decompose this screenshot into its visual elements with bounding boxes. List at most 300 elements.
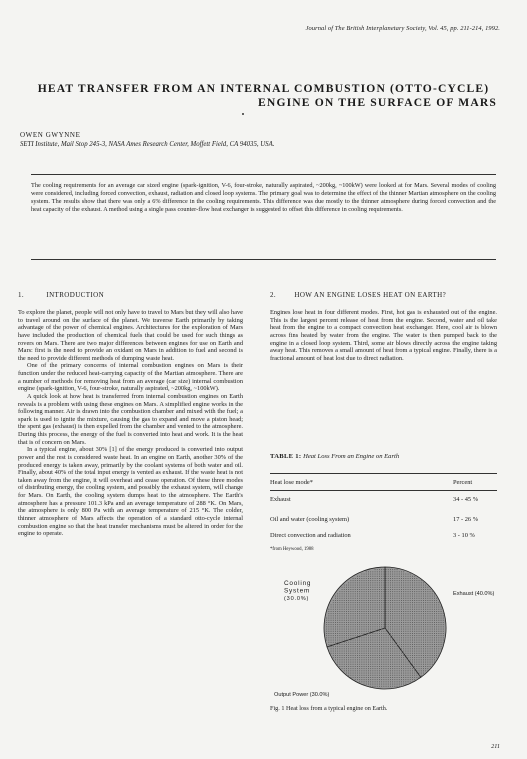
pie-texture-dot <box>383 602 384 603</box>
pie-texture-dot <box>427 653 428 654</box>
pie-texture-dot <box>359 622 360 623</box>
pie-texture-dot <box>390 591 391 592</box>
pie-texture-dot <box>348 598 349 599</box>
pie-texture-dot <box>346 640 347 641</box>
pie-texture-dot <box>403 613 404 614</box>
pie-texture-dot <box>399 675 400 676</box>
pie-texture-dot <box>366 675 367 676</box>
pie-texture-dot <box>339 662 340 663</box>
pie-texture-dot <box>403 593 404 594</box>
pie-texture-dot <box>359 600 360 601</box>
pie-texture-dot <box>333 642 334 643</box>
pie-texture-dot <box>370 620 371 621</box>
pie-texture-dot <box>410 607 411 608</box>
pie-texture-dot <box>423 668 424 669</box>
pie-texture-dot <box>410 596 411 597</box>
pie-texture-dot <box>397 582 398 583</box>
pie-texture-dot <box>401 633 402 634</box>
pie-texture-dot <box>372 591 373 592</box>
pie-texture-dot <box>370 646 371 647</box>
pie-texture-dot <box>410 646 411 647</box>
pie-texture-dot <box>423 635 424 636</box>
pie-texture-dot <box>359 640 360 641</box>
pie-texture-dot <box>425 622 426 623</box>
pie-texture-dot <box>399 609 400 610</box>
pie-texture-dot <box>339 615 340 616</box>
table1-header-row <box>270 479 497 486</box>
pie-texture-dot <box>383 653 384 654</box>
pie-texture-dot <box>414 635 415 636</box>
pie-texture-dot <box>412 589 413 590</box>
pie-texture-dot <box>419 653 420 654</box>
pie-texture-dot <box>421 611 422 612</box>
pie-texture-dot <box>414 637 415 638</box>
pie-texture-dot <box>412 666 413 667</box>
pie-texture-dot <box>364 657 365 658</box>
pie-texture-dot <box>430 644 431 645</box>
pie-texture-dot <box>344 655 345 656</box>
pie-texture-dot <box>388 686 389 687</box>
pie-texture-dot <box>381 642 382 643</box>
pie-texture-dot <box>377 684 378 685</box>
pie-texture-dot <box>383 626 384 627</box>
pie-texture-dot <box>399 640 400 641</box>
pie-texture-dot <box>392 681 393 682</box>
pie-texture-dot <box>388 602 389 603</box>
pie-texture-dot <box>434 604 435 605</box>
pie-texture-dot <box>355 618 356 619</box>
pie-texture-dot <box>401 662 402 663</box>
pie-texture-dot <box>370 681 371 682</box>
pie-texture-dot <box>427 589 428 590</box>
pie-texture-dot <box>357 580 358 581</box>
pie-texture-dot <box>399 653 400 654</box>
pie-texture-dot <box>353 631 354 632</box>
pie-texture-dot <box>405 615 406 616</box>
pie-texture-dot <box>416 615 417 616</box>
pie-texture-dot <box>421 580 422 581</box>
pie-texture-dot <box>390 662 391 663</box>
pie-texture-dot <box>339 651 340 652</box>
pie-texture-dot <box>353 580 354 581</box>
pie-texture-dot <box>441 644 442 645</box>
pie-texture-dot <box>331 615 332 616</box>
pie-texture-dot <box>368 609 369 610</box>
table1-row1-percent: 34 - 45 % <box>453 496 479 503</box>
pie-texture-dot <box>383 613 384 614</box>
pie-texture-dot <box>427 593 428 594</box>
pie-texture-dot <box>388 598 389 599</box>
pie-texture-dot <box>399 677 400 678</box>
pie-texture-dot <box>364 580 365 581</box>
pie-texture-dot <box>399 664 400 665</box>
pie-texture-dot <box>419 587 420 588</box>
pie-texture-dot <box>394 626 395 627</box>
pie-texture-dot <box>436 657 437 658</box>
pie-texture-dot <box>423 591 424 592</box>
pie-texture-dot <box>386 602 387 603</box>
pie-texture-dot <box>405 576 406 577</box>
pie-texture-dot <box>331 607 332 608</box>
pie-texture-dot <box>436 644 437 645</box>
pie-texture-dot <box>386 653 387 654</box>
pie-texture-dot <box>328 646 329 647</box>
pie-texture-dot <box>335 629 336 630</box>
pie-texture-dot <box>344 620 345 621</box>
pie-texture-dot <box>348 622 349 623</box>
pie-texture-dot <box>394 655 395 656</box>
pie-texture-dot <box>359 648 360 649</box>
pie-texture-dot <box>421 620 422 621</box>
pie-texture-dot <box>375 626 376 627</box>
pie-texture-dot <box>388 631 389 632</box>
pie-texture-dot <box>405 624 406 625</box>
pie-texture-dot <box>412 609 413 610</box>
pie-texture-dot <box>388 582 389 583</box>
pie-texture-dot <box>408 629 409 630</box>
pie-texture-dot <box>436 655 437 656</box>
pie-texture-dot <box>423 651 424 652</box>
pie-texture-dot <box>346 620 347 621</box>
pie-texture-dot <box>397 591 398 592</box>
pie-texture-dot <box>421 629 422 630</box>
pie-texture-dot <box>383 673 384 674</box>
pie-texture-dot <box>394 589 395 590</box>
pie-texture-dot <box>370 635 371 636</box>
pie-texture-dot <box>328 611 329 612</box>
pie-texture-dot <box>390 611 391 612</box>
pie-texture-dot <box>390 633 391 634</box>
pie-texture-dot <box>427 607 428 608</box>
pie-texture-dot <box>436 607 437 608</box>
pie-texture-dot <box>333 622 334 623</box>
pie-texture-dot <box>368 635 369 636</box>
pie-texture-dot <box>388 620 389 621</box>
pie-texture-dot <box>381 648 382 649</box>
pie-texture-dot <box>366 609 367 610</box>
pie-texture-dot <box>357 620 358 621</box>
pie-texture-dot <box>344 598 345 599</box>
pie-texture-dot <box>412 602 413 603</box>
pie-texture-dot <box>372 666 373 667</box>
pie-texture-dot <box>368 589 369 590</box>
pie-texture-dot <box>353 624 354 625</box>
pie-texture-dot <box>361 613 362 614</box>
pie-texture-dot <box>366 677 367 678</box>
pie-texture-dot <box>372 637 373 638</box>
pie-texture-dot <box>357 600 358 601</box>
pie-texture-dot <box>392 609 393 610</box>
pie-texture-dot <box>410 662 411 663</box>
pie-texture-dot <box>331 640 332 641</box>
pie-texture-dot <box>390 622 391 623</box>
pie-texture-dot <box>436 626 437 627</box>
pie-texture-dot <box>372 596 373 597</box>
pie-texture-dot <box>337 593 338 594</box>
pie-texture-dot <box>430 635 431 636</box>
pie-texture-dot <box>414 655 415 656</box>
pie-texture-dot <box>423 648 424 649</box>
pie-texture-dot <box>381 637 382 638</box>
pie-texture-dot <box>408 664 409 665</box>
intro-paragraph-4: In a typical engine, about 30% [1] of the energy produced is converted into output power and the rest is considered waste heat. In an engine on Earth, another 30% of the produced energy is taken away, primarily by the coolant systems of both water and oil. Finally, about 40% of the total input energy is vented as exhaust. If the waste heat is not taken away from the engine, it will overheat and cease operation. Of these three modes of distributing energy, the cooling system, and possibly the exhaust system, will change for Mars. On Earth, the cooling system dumps heat to the atmosphere. The Earth's atmosphere has a pressure 101.3 kPa and an average temperature of 288 °K. On Mars, the atmosphere is only 800 Pa with an average temperature of 215 °K. The colder, thinner atmosphere of Mars affects the operation of a standard otto-cycle internal combustion engine so that the heat transfer mechanisms must be altered in order for the engine to operate. <box>18 446 243 538</box>
pie-texture-dot <box>379 653 380 654</box>
pie-texture-dot <box>359 681 360 682</box>
pie-texture-dot <box>403 668 404 669</box>
pie-texture-dot <box>421 587 422 588</box>
pie-texture-dot <box>381 578 382 579</box>
pie-texture-dot <box>375 659 376 660</box>
pie-texture-dot <box>364 675 365 676</box>
pie-texture-dot <box>390 635 391 636</box>
pie-texture-dot <box>381 675 382 676</box>
pie-texture-dot <box>390 624 391 625</box>
pie-texture-dot <box>408 611 409 612</box>
pie-texture-dot <box>355 633 356 634</box>
pie-texture-dot <box>372 657 373 658</box>
pie-texture-dot <box>357 648 358 649</box>
pie-texture-dot <box>401 602 402 603</box>
pie-texture-dot <box>388 578 389 579</box>
pie-texture-dot <box>381 666 382 667</box>
pie-texture-dot <box>383 675 384 676</box>
pie-texture-dot <box>414 659 415 660</box>
pie-texture-dot <box>361 631 362 632</box>
pie-texture-dot <box>326 640 327 641</box>
pie-texture-dot <box>357 659 358 660</box>
pie-texture-dot <box>368 657 369 658</box>
pie-texture-dot <box>372 611 373 612</box>
pie-texture-dot <box>401 651 402 652</box>
pie-texture-dot <box>383 684 384 685</box>
pie-texture-dot <box>353 626 354 627</box>
pie-texture-dot <box>333 600 334 601</box>
pie-texture-dot <box>383 633 384 634</box>
pie-texture-dot <box>423 664 424 665</box>
pie-texture-dot <box>353 675 354 676</box>
pie-texture-dot <box>375 602 376 603</box>
pie-texture-dot <box>390 580 391 581</box>
pie-texture-dot <box>361 666 362 667</box>
pie-texture-dot <box>397 653 398 654</box>
pie-texture-dot <box>388 622 389 623</box>
pie-texture-dot <box>375 646 376 647</box>
pie-texture-dot <box>379 574 380 575</box>
pie-texture-dot <box>386 604 387 605</box>
pie-texture-dot <box>401 624 402 625</box>
pie-texture-dot <box>427 600 428 601</box>
pie-texture-dot <box>397 571 398 572</box>
pie-texture-dot <box>372 646 373 647</box>
pie-texture-dot <box>331 620 332 621</box>
pie-texture-dot <box>379 602 380 603</box>
pie-texture-dot <box>401 686 402 687</box>
pie-texture-dot <box>434 662 435 663</box>
pie-texture-dot <box>414 609 415 610</box>
pie-texture-dot <box>344 604 345 605</box>
pie-texture-dot <box>436 637 437 638</box>
pie-texture-dot <box>357 598 358 599</box>
pie-texture-dot <box>383 657 384 658</box>
pie-texture-dot <box>394 629 395 630</box>
pie-texture-dot <box>342 657 343 658</box>
pie-texture-dot <box>427 626 428 627</box>
pie-texture-dot <box>361 578 362 579</box>
section2-title: HOW AN ENGINE LOSES HEAT ON EARTH? <box>294 291 447 299</box>
pie-texture-dot <box>434 644 435 645</box>
pie-texture-dot <box>350 673 351 674</box>
pie-texture-dot <box>432 593 433 594</box>
pie-texture-dot <box>339 593 340 594</box>
pie-texture-dot <box>408 653 409 654</box>
pie-texture-dot <box>379 657 380 658</box>
pie-texture-dot <box>381 677 382 678</box>
pie-texture-dot <box>436 651 437 652</box>
pie-texture-dot <box>423 626 424 627</box>
pie-texture-dot <box>364 629 365 630</box>
pie-texture-dot <box>366 571 367 572</box>
pie-texture-dot <box>416 604 417 605</box>
pie-texture-dot <box>357 644 358 645</box>
pie-texture-dot <box>399 591 400 592</box>
pie-texture-dot <box>364 642 365 643</box>
pie-texture-dot <box>377 642 378 643</box>
pie-texture-dot <box>337 611 338 612</box>
pie-texture-dot <box>405 620 406 621</box>
pie-texture-dot <box>372 615 373 616</box>
pie-texture-dot <box>383 668 384 669</box>
pie-texture-dot <box>399 598 400 599</box>
pie-texture-dot <box>390 684 391 685</box>
pie-texture-dot <box>370 622 371 623</box>
pie-texture-dot <box>348 593 349 594</box>
pie-texture-dot <box>331 609 332 610</box>
pie-texture-dot <box>350 615 351 616</box>
intro-paragraph-1: To explore the planet, people will not only have to travel to Mars but they will also have to travel around on the surface of the planet. We traverse Earth primarily by taking advantage of the power of chemical engines. Architectures for the exploration of Mars have included the production of chemical fuels that could be used for such things as rovers on Mars. There are two major differences between engines for use on Earth and Mars: first is the need to provide an oxidant on Mars in addition to fuel and second is the need to provide different methods of dumping waste heat. <box>18 309 243 362</box>
pie-texture-dot <box>359 657 360 658</box>
pie-texture-dot <box>403 598 404 599</box>
pie-texture-dot <box>377 587 378 588</box>
pie-texture-dot <box>355 640 356 641</box>
pie-texture-dot <box>344 668 345 669</box>
pie-texture-dot <box>405 596 406 597</box>
pie-texture-dot <box>350 611 351 612</box>
pie-texture-dot <box>353 629 354 630</box>
pie-texture-dot <box>392 591 393 592</box>
pie-texture-dot <box>427 596 428 597</box>
pie-texture-dot <box>403 666 404 667</box>
pie-texture-dot <box>375 622 376 623</box>
pie-texture-dot <box>357 651 358 652</box>
pie-texture-dot <box>419 613 420 614</box>
pie-texture-dot <box>416 651 417 652</box>
pie-texture-dot <box>333 609 334 610</box>
pie-texture-dot <box>419 629 420 630</box>
pie-texture-dot <box>414 598 415 599</box>
pie-texture-dot <box>377 615 378 616</box>
pie-texture-dot <box>388 655 389 656</box>
pie-texture-dot <box>414 666 415 667</box>
pie-texture-dot <box>430 596 431 597</box>
pie-texture-dot <box>348 664 349 665</box>
pie-texture-dot <box>372 684 373 685</box>
pie-texture-dot <box>441 642 442 643</box>
pie-texture-dot <box>348 662 349 663</box>
pie-texture-dot <box>342 642 343 643</box>
pie-texture-dot <box>401 611 402 612</box>
pie-texture-dot <box>392 604 393 605</box>
pie-texture-dot <box>355 677 356 678</box>
pie-texture-dot <box>370 633 371 634</box>
pie-texture-dot <box>331 629 332 630</box>
pie-texture-dot <box>394 602 395 603</box>
pie-texture-dot <box>357 615 358 616</box>
pie-texture-dot <box>403 657 404 658</box>
pie-texture-dot <box>348 646 349 647</box>
pie-texture-dot <box>408 657 409 658</box>
pie-texture-dot <box>381 589 382 590</box>
pie-texture-dot <box>414 620 415 621</box>
pie-texture-dot <box>388 607 389 608</box>
pie-texture-dot <box>390 609 391 610</box>
pie-texture-dot <box>403 626 404 627</box>
pie-texture-dot <box>366 580 367 581</box>
pie-texture-dot <box>414 611 415 612</box>
pie-texture-dot <box>353 611 354 612</box>
pie-texture-dot <box>346 609 347 610</box>
pie-texture-dot <box>348 620 349 621</box>
pie-texture-dot <box>364 589 365 590</box>
pie-texture-dot <box>430 624 431 625</box>
pie-texture-dot <box>434 635 435 636</box>
pie-texture-dot <box>364 684 365 685</box>
pie-texture-dot <box>434 655 435 656</box>
pie-texture-dot <box>370 655 371 656</box>
pie-texture-dot <box>328 613 329 614</box>
pie-texture-dot <box>383 670 384 671</box>
pie-texture-dot <box>419 611 420 612</box>
pie-texture-dot <box>346 587 347 588</box>
pie-texture-dot <box>381 635 382 636</box>
pie-texture-dot <box>383 677 384 678</box>
pie-texture-dot <box>359 662 360 663</box>
pie-texture-dot <box>364 615 365 616</box>
pie-texture-dot <box>410 576 411 577</box>
pie-texture-dot <box>370 607 371 608</box>
pie-texture-dot <box>357 673 358 674</box>
pie-texture-dot <box>427 609 428 610</box>
pie-texture-dot <box>366 604 367 605</box>
pie-texture-dot <box>357 653 358 654</box>
pie-texture-dot <box>364 609 365 610</box>
pie-texture-dot <box>399 651 400 652</box>
pie-texture-dot <box>344 600 345 601</box>
pie-texture-dot <box>383 582 384 583</box>
pie-texture-dot <box>390 593 391 594</box>
pie-texture-dot <box>350 646 351 647</box>
pie-texture-dot <box>399 679 400 680</box>
pie-texture-dot <box>403 633 404 634</box>
pie-texture-dot <box>375 574 376 575</box>
pie-texture-dot <box>416 600 417 601</box>
pie-texture-dot <box>355 598 356 599</box>
pie-texture-dot <box>379 666 380 667</box>
pie-texture-dot <box>366 578 367 579</box>
pie-texture-dot <box>366 624 367 625</box>
pie-texture-dot <box>412 598 413 599</box>
pie-texture-dot <box>383 624 384 625</box>
pie-texture-dot <box>408 655 409 656</box>
